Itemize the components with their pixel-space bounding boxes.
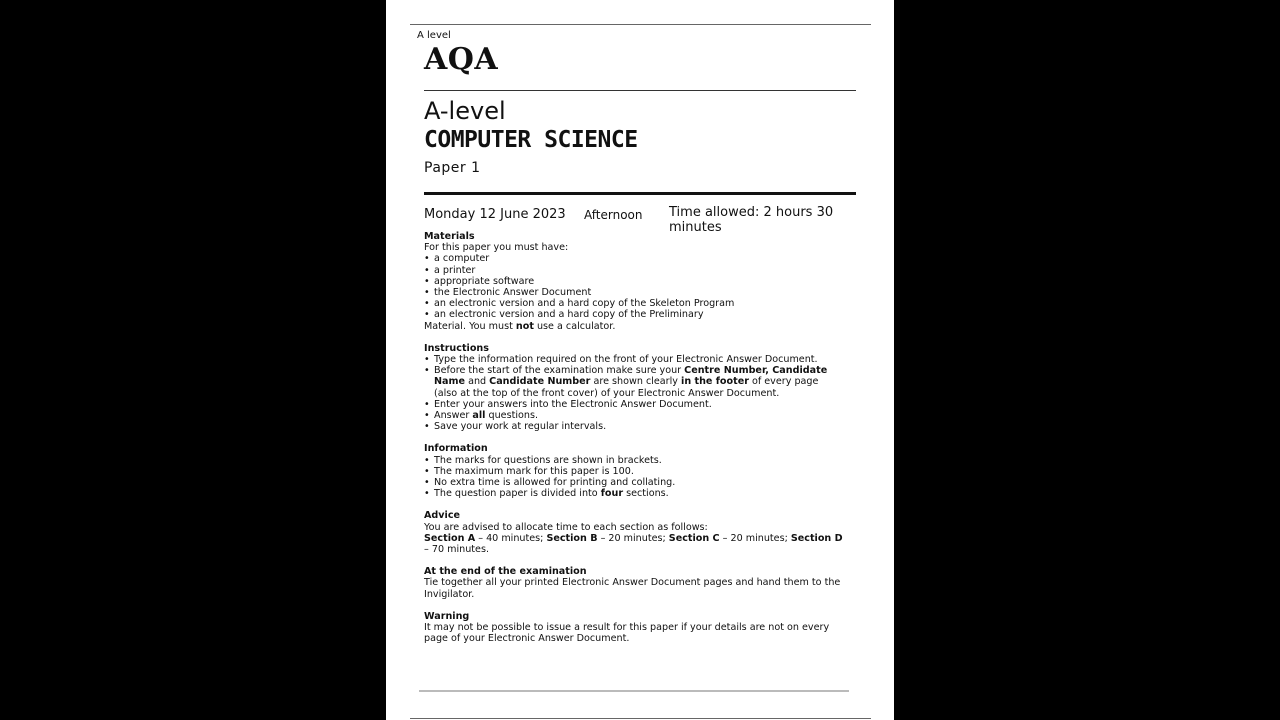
section-b-label: Section B — [546, 532, 598, 544]
exam-date: Monday 12 June 2023 — [424, 207, 566, 222]
aqa-logo: AQA — [424, 42, 499, 77]
bottom-rule — [410, 718, 871, 719]
advice-intro: You are advised to allocate time to each section as follows: — [424, 521, 708, 533]
section-a-label: Section A — [424, 532, 476, 544]
candidate-number-label: Candidate Number — [489, 376, 591, 388]
materials-outro-text: Material. You must — [424, 320, 516, 332]
materials-title: Materials — [424, 231, 475, 242]
list-item: • Save your work at regular intervals. — [424, 421, 844, 432]
exam-cover-page — [386, 0, 894, 720]
text-run: questions. — [485, 410, 538, 422]
footer-emphasis: in the footer — [681, 376, 749, 388]
text-run: , — [765, 365, 773, 377]
paper-number: Paper 1 — [424, 160, 481, 176]
section-c-label: Section C — [668, 532, 720, 544]
warning-text: It may not be possible to issue a result for this paper if your details are not on every page of your Electronic Answer Document. — [424, 622, 830, 645]
text-run: Answer — [434, 410, 473, 422]
advice-title: Advice — [424, 510, 461, 522]
list-item — [424, 410, 844, 421]
header-rule — [424, 90, 856, 91]
list-item — [424, 365, 844, 399]
information-section — [424, 443, 844, 499]
materials-list — [424, 253, 844, 320]
qualification-level: A-level — [424, 97, 506, 125]
section-b-time: – 20 minutes; — [597, 532, 669, 544]
materials-outro-text-end: use a calculator. — [533, 320, 616, 332]
level-label-small: A level — [417, 30, 451, 41]
section-c-time: – 20 minutes; — [719, 532, 791, 544]
exam-session: Afternoon — [584, 208, 643, 222]
materials-outro — [424, 321, 844, 332]
list-item: • a computer — [424, 253, 844, 264]
text-run: and — [465, 376, 490, 388]
time-allowed: Time allowed: 2 hours 30 minutes — [669, 205, 834, 235]
instructions-title: Instructions — [424, 342, 489, 354]
list-item: • No extra time is allowed for printing and collating. — [424, 477, 844, 488]
top-rule — [410, 24, 871, 25]
title-divider — [424, 192, 856, 195]
materials-outro-emphasis: not — [515, 320, 534, 332]
instructions-section — [424, 343, 844, 433]
section-a-time: – 40 minutes; — [475, 532, 547, 544]
text-run: are shown clearly — [590, 376, 682, 388]
list-item: • appropriate software — [424, 276, 844, 287]
list-item: • the Electronic Answer Document — [424, 287, 844, 298]
list-item: • Type the information required on the front of your Electronic Answer Document. — [424, 354, 844, 365]
list-item: • a printer — [424, 265, 844, 276]
end-of-exam-title: At the end of the examination — [424, 566, 587, 578]
text-run: sections. — [623, 488, 669, 500]
all-emphasis: all — [472, 410, 486, 422]
text-run: of every page (also at the top of the front cover) of your Electronic Answer Document. — [434, 376, 819, 399]
list-item: • Enter your answers into the Electronic Answer Document. — [424, 399, 844, 410]
end-of-exam-section — [424, 566, 844, 600]
section-d-label: Section D — [790, 532, 843, 544]
list-item: • The marks for questions are shown in brackets. — [424, 455, 844, 466]
text-run: Before the start of the examination make sure your — [434, 365, 685, 377]
materials-section — [424, 231, 844, 332]
text-run: The question paper is divided into — [434, 488, 601, 500]
list-item — [424, 488, 844, 499]
warning-section — [424, 611, 844, 645]
advice-section — [424, 510, 844, 555]
list-item: • an electronic version and a hard copy of the Preliminary — [424, 309, 844, 320]
subject-title: COMPUTER SCIENCE — [424, 127, 638, 153]
end-of-exam-text: Tie together all your printed Electronic Answer Document pages and hand them to the Invigilator. — [424, 577, 841, 600]
section-d-time: – 70 minutes. — [424, 544, 489, 556]
four-emphasis: four — [600, 488, 624, 500]
information-title: Information — [424, 443, 488, 455]
footer-rule — [419, 690, 849, 692]
materials-intro: For this paper you must have: — [424, 242, 569, 254]
information-list — [424, 455, 844, 500]
list-item: • The maximum mark for this paper is 100. — [424, 466, 844, 477]
cover-body — [424, 231, 844, 656]
warning-title: Warning — [424, 610, 470, 622]
candidate-name-label: Candidate Name — [434, 365, 828, 388]
list-item: • an electronic version and a hard copy of the Skeleton Program — [424, 298, 844, 309]
instructions-list — [424, 354, 844, 432]
advice-allocation — [424, 533, 844, 555]
centre-number-label: Centre Number — [684, 365, 766, 377]
